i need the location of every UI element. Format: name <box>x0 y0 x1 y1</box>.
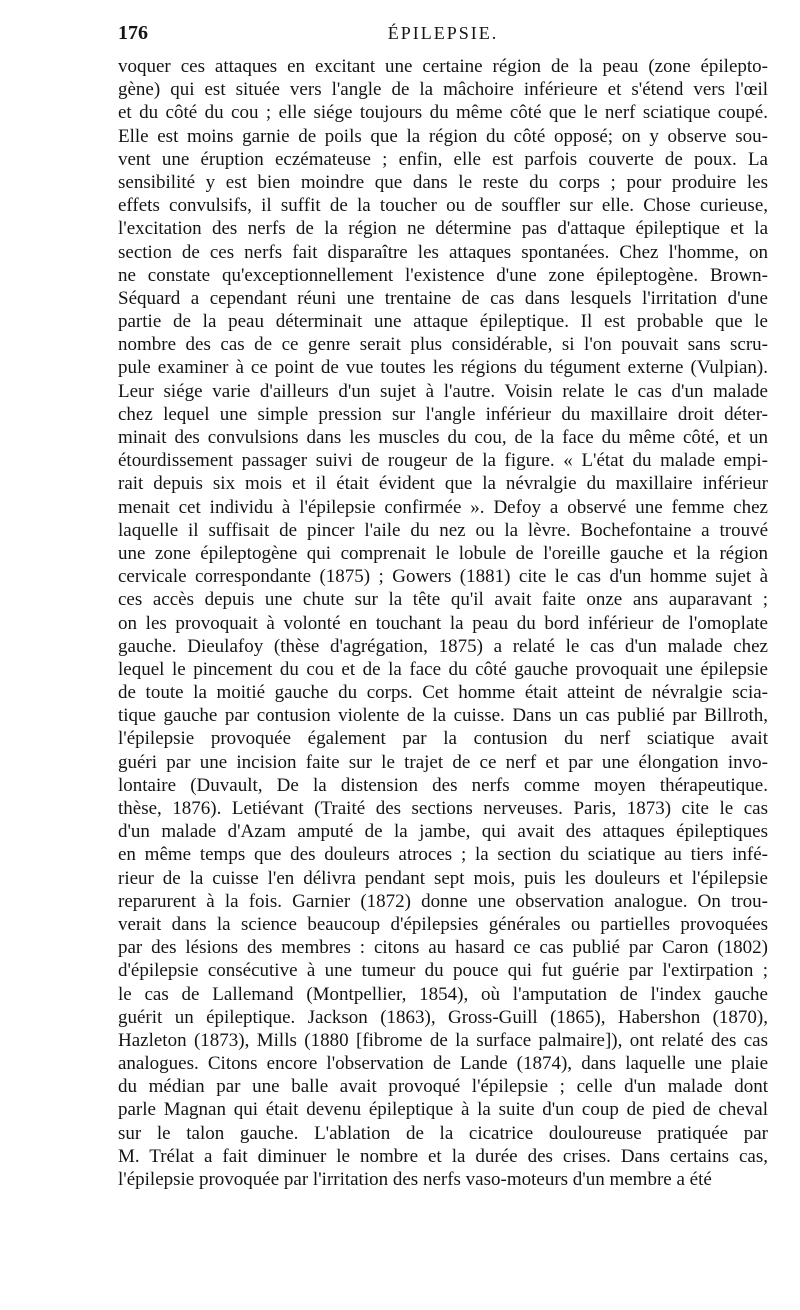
text-line: lequel le pincement du cou et de la face du côté gauche provoquait une épilepsie <box>118 658 768 680</box>
text-line: du médian par une balle avait provoqué l'épilepsie ; celle d'un malade dont <box>118 1076 768 1098</box>
text-line: Séquard a cependant réuni une trentaine de cas dans lesquels l'irritation d'une <box>118 287 768 309</box>
page-header <box>118 22 768 48</box>
text-line: lontaire (Duvault, De la distension des nerfs comme moyen thérapeutique. <box>118 774 768 796</box>
text-line: partie de la peau déterminait une attaque épileptique. Il est probable que le <box>118 311 768 333</box>
text-line: voquer ces attaques en excitant une certaine région de la peau (zone épilepto- <box>118 56 768 77</box>
text-line: une zone épileptogène qui comprenait le lobule de l'oreille gauche et la région <box>118 542 768 564</box>
text-line: M. Trélat a fait diminuer le nombre et la durée des crises. Dans certains cas, <box>118 1145 768 1167</box>
text-line: cervicale correspondante (1875) ; Gowers (1881) cite le cas d'un homme sujet à <box>118 566 768 588</box>
text-line: sur le talon gauche. L'ablation de la cicatrice douloureuse pratiquée par <box>118 1122 768 1144</box>
text-line: ne constate qu'exceptionnellement l'existence d'une zone épileptogène. Brown- <box>118 264 768 286</box>
text-line: analogues. Citons encore l'observation de Lande (1874), dans laquelle une plaie <box>118 1053 768 1075</box>
text-line: minait des convulsions dans les muscles du cou, de la face du même côté, et un <box>118 427 768 448</box>
running-title: ÉPILEPSIE. <box>387 23 499 43</box>
text-line: par des lésions des membres : citons au hasard ce cas publié par Caron (1802) <box>118 937 768 959</box>
text-line: l'excitation des nerfs de la région ne détermine pas d'attaque épileptique et la <box>118 218 768 240</box>
text-line: nombre des cas de ce genre serait plus considérable, si l'on pouvait sans scru- <box>118 334 768 356</box>
text-line: Leur siége varie d'ailleurs d'un sujet à l'autre. Voisin relate le cas d'un malade <box>118 380 768 402</box>
text-line: étourdissement passager suivi de rougeur de la figure. « L'état du malade empi- <box>118 450 768 472</box>
text-line: l'épilepsie provoquée également par la contusion du nerf sciatique avait <box>118 728 768 750</box>
text-line: sensibilité y est bien moindre que dans le reste du corps ; pour produire les <box>118 171 768 193</box>
text-line: rait depuis six mois et il était évident que la névralgie du maxillaire inférieur <box>118 473 768 495</box>
text-line: en même temps que des douleurs atroces ; la section du sciatique au tiers infé- <box>118 844 768 866</box>
text-line: on les provoquait à volonté en touchant la peau du bord inférieur de l'omoplate <box>118 612 768 634</box>
page-number: 176 <box>118 22 148 44</box>
text-line: le cas de Lallemand (Montpellier, 1854), où l'amputation de l'index gauche <box>118 983 768 1005</box>
text-line: menait cet individu à l'épilepsie confirmée ». Defoy a observé une femme chez <box>118 496 768 518</box>
text-line: guéri par une incision faite sur le trajet de ce nerf et par une élongation invo- <box>118 751 768 773</box>
text-line: thèse, 1876). Letiévant (Traité des sections nerveuses. Paris, 1873) cite le cas <box>118 798 768 819</box>
text-line: ces accès depuis une chute sur la tête qu'il avait faite onze ans auparavant ; <box>118 589 768 611</box>
text-line: tique gauche par contusion violente de la cuisse. Dans un cas publié par Billroth, <box>118 705 768 727</box>
text-line: chez lequel une simple pression sur l'angle inférieur du maxillaire droit déter- <box>118 403 768 425</box>
text-line: Hazleton (1873), Mills (1880 [fibrome de la surface palmaire]), ont relaté des cas <box>118 1029 768 1051</box>
text-line: et du côté du cou ; elle siége toujours du même côté que le nerf sciatique coupé. <box>118 102 768 124</box>
text-line: gène) qui est située vers l'angle de la mâchoire inférieure et s'étend vers l'œil <box>118 79 768 101</box>
text-line: rieur de la cuisse l'en délivra pendant sept mois, puis les douleurs et l'épilepsie <box>118 867 768 889</box>
text-line: verait dans la science beaucoup d'épilepsies générales ou partielles provoquées <box>118 913 768 935</box>
text-line: Elle est moins garnie de poils que la région du côté opposé; on y observe sou- <box>118 125 768 147</box>
text-line: d'épilepsie consécutive à une tumeur du pouce qui fut guérie par l'extirpation ; <box>118 960 768 982</box>
text-line: section de ces nerfs fait disparaître les attaques spontanées. Chez l'homme, on <box>118 241 768 263</box>
text-line: d'un malade d'Azam amputé de la jambe, qui avait des attaques épileptiques <box>118 821 768 843</box>
text-line: vent une éruption eczémateuse ; enfin, elle est parfois couverte de poux. La <box>118 148 768 170</box>
text-line: l'épilepsie provoquée par l'irritation des nerfs vaso-moteurs d'un membre a été <box>118 1169 712 1190</box>
body-text <box>118 55 768 1191</box>
text-line: parle Magnan qui était devenu épileptique à la suite d'un coup de pied de cheval <box>118 1099 768 1121</box>
text-line: effets convulsifs, il suffit de la toucher ou de souffler sur elle. Chose curieuse, <box>118 195 768 217</box>
text-line: pule examiner à ce point de vue toutes les régions du tégument externe (Vulpian). <box>118 357 768 379</box>
text-line: gauche. Dieulafoy (thèse d'agrégation, 1875) a relaté le cas d'un malade chez <box>118 635 768 657</box>
text-line: reparurent à la fois. Garnier (1872) donne une observation analogue. On trou- <box>118 890 768 912</box>
text-line: guérit un épileptique. Jackson (1863), Gross-Guill (1865), Habershon (1870), <box>118 1006 768 1028</box>
text-line: laquelle il suffisait de pincer l'aile du nez ou la lèvre. Bochefontaine a trouvé <box>118 519 768 541</box>
text-line: de toute la moitié gauche du corps. Cet homme était atteint de névralgie scia- <box>118 682 768 704</box>
